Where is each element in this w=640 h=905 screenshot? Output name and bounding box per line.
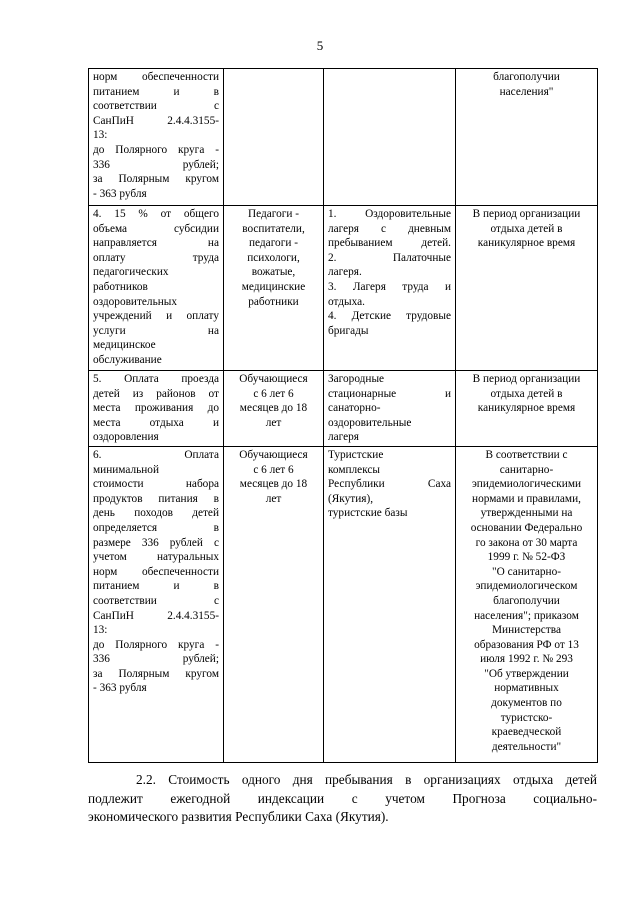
cell-line: 4. Детские трудовые [328, 310, 451, 323]
cell-line: санитарно- [499, 463, 554, 476]
cell-line: лет [265, 416, 282, 429]
table-cell-col1 [89, 446, 224, 762]
cell-line: стационарные и [328, 387, 451, 400]
cell-line: го закона от 30 марта [475, 536, 578, 549]
table-row [89, 69, 598, 206]
cell-line: 336 рублей; [93, 653, 219, 666]
cell-line: минимальной [93, 463, 159, 476]
cell-line: основании Федерально [470, 521, 583, 534]
table-cell-col3 [324, 446, 456, 762]
cell-line: туристские базы [328, 507, 408, 520]
page-number: 5 [316, 38, 324, 53]
cell-line: лагеря с дневным [328, 222, 451, 235]
cell-line: питанием и в [93, 85, 219, 98]
table-row [89, 446, 598, 762]
cell-line: день походов детей [93, 507, 219, 520]
table-cell-col2 [224, 371, 324, 447]
cell-line: образования РФ от 13 [474, 638, 579, 651]
table-cell-col3 [324, 206, 456, 371]
paragraph-line: подлежит ежегодной индексации с учетом Прогноза социально- [88, 790, 597, 806]
cell-line: 1. Оздоровительные [328, 208, 451, 220]
table-cell-col4 [456, 371, 598, 447]
cell-line: оздоровительные [328, 416, 412, 429]
paragraph-line: 2.2. Стоимость одного дня пребывания в организациях отдыха детей [136, 772, 597, 787]
cell-line: каникулярное время [477, 237, 576, 250]
table-cell-col4 [456, 206, 598, 371]
cell-line: оздоровительных [93, 295, 178, 308]
cell-line: Министерства [492, 624, 561, 637]
paragraph-2-2 [88, 771, 597, 827]
cell-line: В период организации [472, 208, 581, 220]
cell-line: работники [248, 295, 299, 308]
cell-line: "Об утверждении [484, 667, 569, 680]
table-cell-col1 [89, 371, 224, 447]
cell-line: психологи, [247, 251, 300, 264]
cell-line: работников [93, 280, 148, 293]
cell-line: с 6 лет 6 [253, 463, 294, 476]
cell-line: медицинское [93, 339, 156, 352]
cell-line: месяцев до 18 [239, 402, 308, 415]
cell-line: населения" [499, 85, 554, 98]
cell-line: комплексы [328, 463, 381, 476]
cell-line: отдыха детей в [490, 387, 563, 400]
cell-line: обслуживание [93, 353, 162, 366]
cell-line: направляется на [93, 237, 219, 250]
cell-line: июля 1992 г. № 293 [480, 653, 573, 666]
paragraph-line: экономического развития Республики Саха (Якутия). [88, 809, 389, 824]
table-cell-col2 [224, 446, 324, 762]
cell-line: (Якутия), [328, 492, 374, 505]
subsidy-table [88, 68, 598, 763]
cell-line: учетом натуральных [93, 551, 219, 564]
cell-line: Педагоги - [247, 208, 300, 220]
cell-line: норм обеспеченности [93, 71, 219, 83]
cell-line: 3. Лагеря труда и [328, 280, 451, 293]
cell-line: места отдыха и [93, 416, 219, 429]
cell-line: 5. Оплата проезда [93, 373, 219, 385]
cell-line: оплату труда [93, 251, 219, 264]
cell-line: Республики Саха [328, 478, 451, 491]
cell-line: "О санитарно- [491, 565, 562, 578]
cell-line: эпидемиологическом [475, 580, 578, 593]
table-row [89, 206, 598, 371]
table-cell-col2 [224, 206, 324, 371]
table-cell-col1 [89, 206, 224, 371]
table-cell-col2 [224, 69, 324, 206]
cell-line: В период организации [472, 373, 581, 385]
cell-line: краеведческой [491, 726, 562, 739]
cell-line: нормами и правилами, [472, 492, 581, 505]
cell-line: соответствии с [93, 594, 219, 607]
cell-line: соответствии с [93, 100, 219, 113]
cell-line: отдыха детей в [490, 222, 563, 235]
cell-line: продуктов питания в [93, 492, 219, 505]
cell-line: вожатые, [251, 266, 296, 279]
table-row [89, 371, 598, 447]
cell-line: лагеря. [328, 266, 362, 279]
cell-line: пребыванием детей. [328, 237, 451, 250]
cell-line: до Полярного круга - [93, 638, 219, 651]
cell-line: 4. 15 % от общего [93, 208, 219, 220]
cell-line: услуги на [93, 324, 219, 337]
cell-line: места проживания до [93, 402, 219, 415]
cell-line: отдыха. [328, 295, 365, 308]
cell-line: месяцев до 18 [239, 478, 308, 491]
cell-line: педагогических [93, 266, 169, 279]
table-cell-col1 [89, 69, 224, 206]
table-cell-col3 [324, 371, 456, 447]
cell-line: размере 336 рублей с [93, 536, 219, 549]
cell-line: 13: [93, 129, 108, 142]
cell-line: деятельности" [491, 740, 562, 753]
cell-line: питанием и в [93, 580, 219, 593]
cell-line: 336 рублей; [93, 158, 219, 171]
cell-line: населения"; приказом [474, 609, 579, 622]
cell-line: объема субсидии [93, 222, 219, 235]
cell-line: оздоровления [93, 431, 159, 444]
cell-line: за Полярным кругом [93, 667, 219, 680]
cell-line: Обучающиеся [239, 373, 308, 385]
cell-line: Туристские [328, 448, 384, 461]
cell-line: 2. Палаточные [328, 251, 451, 264]
cell-line: туристско- [500, 711, 553, 724]
cell-line: учреждений и оплату [93, 310, 219, 323]
cell-line: санаторно- [328, 402, 381, 415]
cell-line: благополучии [493, 71, 560, 83]
cell-line: бригады [328, 324, 369, 337]
cell-line: эпидемиологическими [471, 478, 582, 491]
cell-line: детей из районов от [93, 387, 219, 400]
cell-line: каникулярное время [477, 402, 576, 415]
table-cell-col3 [324, 69, 456, 206]
cell-line: благополучии [493, 594, 560, 607]
cell-line: стоимости набора [93, 478, 219, 491]
cell-line: - 363 рубля [93, 682, 147, 695]
cell-line: 6. Оплата [93, 448, 219, 461]
cell-line: - 363 рубля [93, 187, 147, 200]
cell-line: Загородные [328, 373, 385, 385]
cell-line: 1999 г. № 52-ФЗ [487, 551, 566, 564]
cell-line: 13: [93, 624, 108, 637]
table-cell-col4 [456, 446, 598, 762]
cell-line: медицинские [241, 280, 306, 293]
cell-line: нормативных [494, 682, 559, 695]
cell-line: педагоги - [249, 237, 298, 250]
cell-line: лагеря [328, 431, 359, 444]
cell-line: В соответствии с [485, 448, 568, 461]
cell-line: с 6 лет 6 [253, 387, 294, 400]
cell-line: документов по [491, 697, 562, 710]
cell-line: лет [265, 492, 282, 505]
cell-line: СанПиН 2.4.4.3155- [93, 609, 219, 622]
cell-line: СанПиН 2.4.4.3155- [93, 114, 219, 127]
cell-line: до Полярного круга - [93, 143, 219, 156]
cell-line: норм обеспеченности [93, 565, 219, 578]
cell-line: за Полярным кругом [93, 173, 219, 186]
cell-line: Обучающиеся [239, 448, 308, 461]
cell-line: воспитатели, [242, 222, 305, 235]
cell-line: определяется в [93, 521, 219, 534]
cell-line: утвержденными на [480, 507, 573, 520]
table-cell-col4 [456, 69, 598, 206]
